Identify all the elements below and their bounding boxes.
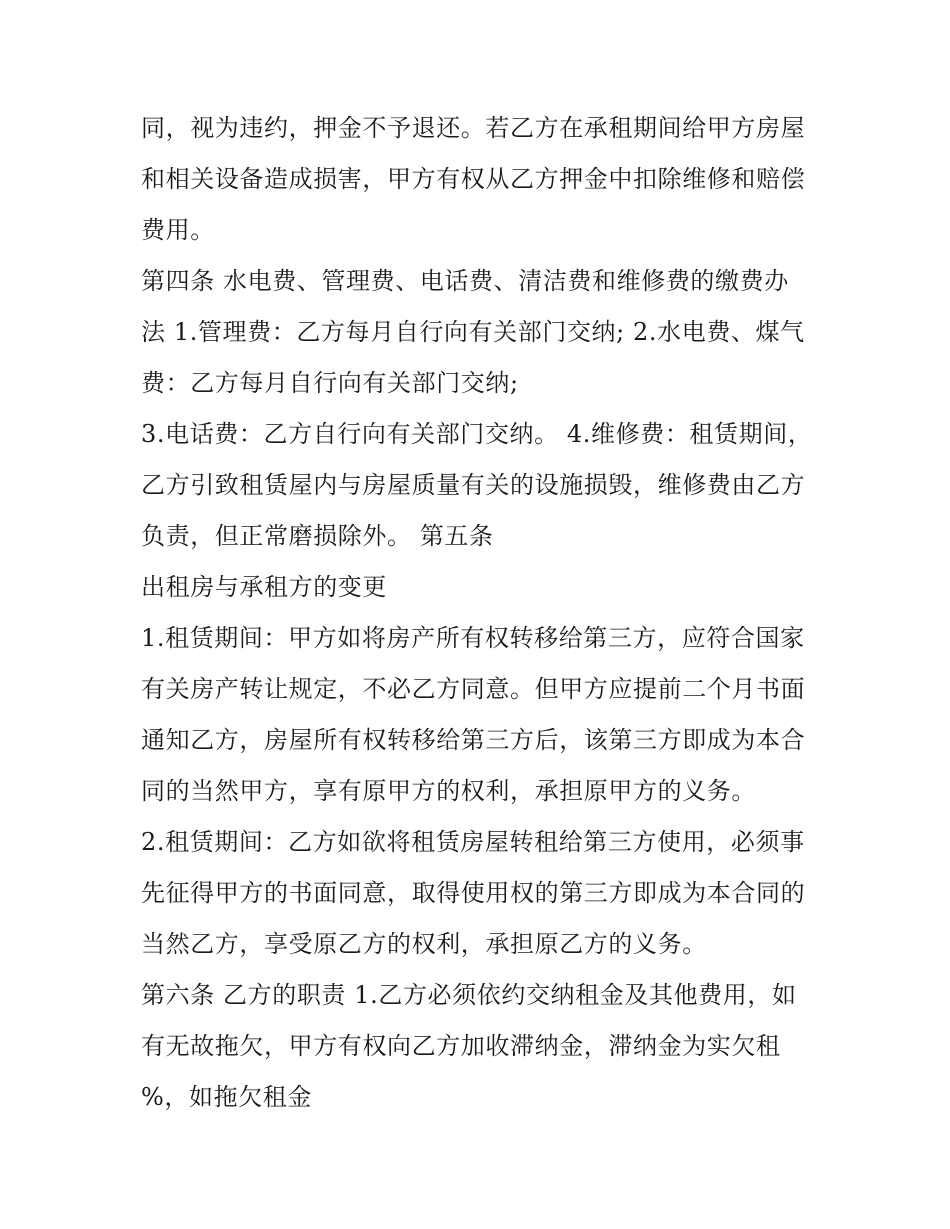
text-line: 当然乙方，享受原乙方的权利，承担原乙方的义务。 <box>141 930 707 958</box>
text-line: 同的当然甲方，享有原甲方的权利，承担原甲方的义务。 <box>141 777 756 805</box>
text-line: 和相关设备造成损害，甲方有权从乙方押金中扣除维修和赔偿 <box>141 165 806 193</box>
text-line: 第四条 水电费、管理费、电话费、清洁费和维修费的缴费办 <box>141 267 789 295</box>
text-line: 费：乙方每月自行向有关部门交纳; <box>141 369 519 397</box>
text-line: %，如拖欠租金 <box>141 1083 313 1111</box>
text-line: 出租房与承租方的变更 <box>141 573 387 601</box>
text-line: 负责，但正常磨损除外。 第五条 <box>141 522 494 550</box>
text-line: 乙方引致租赁屋内与房屋质量有关的设施损毁，维修费由乙方 <box>141 471 806 499</box>
text-line: 同，视为违约，押金不予退还。若乙方在承租期间给甲方房屋 <box>141 114 806 142</box>
text-line: 3.电话费：乙方自行向有关部门交纳。 4.维修费：租赁期间， <box>141 420 813 448</box>
text-line: 1.租赁期间：甲方如将房产所有权转移给第三方，应符合国家 <box>141 624 805 652</box>
text-line: 费用。 <box>141 216 215 244</box>
text-line: 有无故拖欠，甲方有权向乙方加收滞纳金，滞纳金为实欠租 <box>141 1032 781 1060</box>
text-line: 先征得甲方的书面同意，取得使用权的第三方即成为本合同的 <box>141 879 806 907</box>
text-line: 有关房产转让规定，不必乙方同意。但甲方应提前二个月书面 <box>141 675 806 703</box>
text-line: 通知乙方，房屋所有权转移给第三方后，该第三方即成为本合 <box>141 726 806 754</box>
text-line: 第六条 乙方的职责 1.乙方必须依约交纳租金及其他费用，如 <box>141 981 797 1009</box>
document-body <box>141 103 821 1123</box>
text-line: 法 1.管理费：乙方每月自行向有关部门交纳; 2.水电费、煤气 <box>141 318 805 346</box>
text-line: 2.租赁期间：乙方如欲将租赁房屋转租给第三方使用，必须事 <box>141 828 805 856</box>
